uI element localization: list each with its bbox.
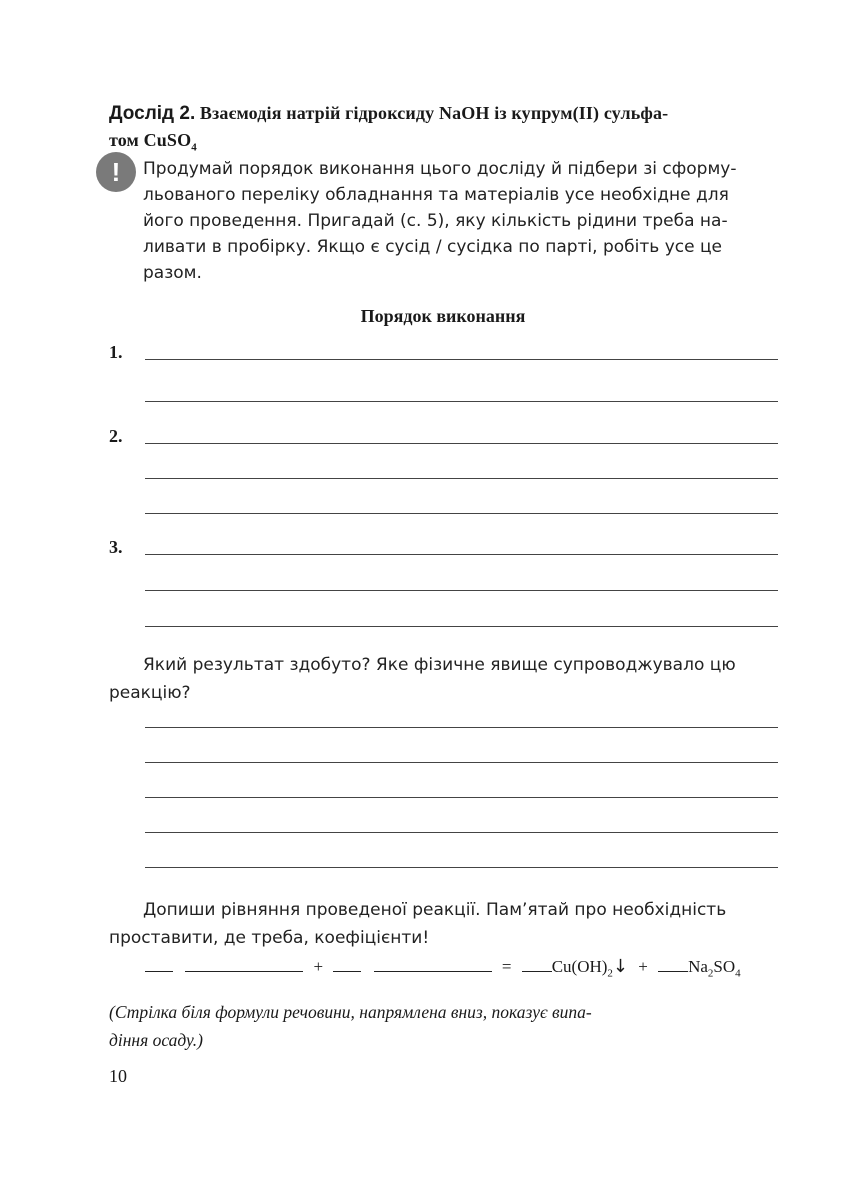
- answer-line[interactable]: [145, 401, 778, 402]
- equation-instruction-cont: проставити, де треба, коефіцієнти!: [109, 928, 430, 948]
- reactant-blank[interactable]: [374, 957, 492, 972]
- coefficient-blank[interactable]: [145, 957, 173, 972]
- intro-line: разом.: [143, 263, 202, 283]
- answer-line[interactable]: [145, 513, 778, 514]
- formula-subscript: 2: [707, 967, 714, 980]
- answer-line[interactable]: [145, 478, 778, 479]
- formula-subscript: 4: [191, 141, 197, 154]
- experiment-heading: [109, 100, 781, 162]
- answer-line[interactable]: [145, 797, 778, 798]
- note-line: діння осаду.): [109, 1030, 203, 1050]
- intro-line: Продумай порядок виконання цього досліду й підбери зі сформу-: [143, 159, 737, 179]
- answer-line[interactable]: [145, 626, 778, 627]
- note-line: (Стрілка біля формули речовини, напрямлена вниз, показує випа-: [109, 1002, 592, 1022]
- intro-paragraph: [143, 156, 778, 286]
- plus-sign: +: [638, 957, 648, 976]
- down-arrow-icon: ↓: [612, 956, 628, 977]
- procedure-title: Порядок виконання: [360, 306, 526, 326]
- page-number: 10: [109, 1066, 127, 1086]
- coefficient-blank[interactable]: [522, 957, 552, 972]
- equation-instruction: Допиши рівняння проведеної реакції. Пам’ятай про необхідність: [143, 900, 727, 920]
- experiment-title: Взаємодія натрій гідроксиду NaOH із купрум(II) сульфа-: [195, 103, 669, 123]
- answer-line[interactable]: [145, 727, 778, 728]
- reactant-blank[interactable]: [185, 957, 303, 972]
- answer-line[interactable]: [145, 832, 778, 833]
- answer-line[interactable]: [145, 867, 778, 868]
- experiment-title-cont: том CuSO: [109, 130, 192, 150]
- equals-sign: =: [501, 957, 512, 976]
- heading-line-1: [109, 100, 781, 127]
- precipitate-note: [109, 998, 779, 1054]
- answer-line[interactable]: [145, 359, 778, 360]
- step-number-1: 1.: [109, 342, 123, 362]
- answer-line[interactable]: [145, 590, 778, 591]
- plus-sign: +: [313, 957, 324, 976]
- coefficient-blank[interactable]: [658, 957, 688, 972]
- reaction-equation: [145, 956, 741, 979]
- step-number-2: 2.: [109, 426, 123, 446]
- result-question: Який результат здобуто? Яке фізичне явище супроводжувало цю: [143, 655, 736, 675]
- result-question-cont: реакцію?: [109, 683, 191, 703]
- formula-subscript: 2: [607, 967, 613, 980]
- answer-line[interactable]: [145, 762, 778, 763]
- answer-line[interactable]: [145, 443, 778, 444]
- intro-line: його проведення. Пригадай (с. 5), яку кількість рідини треба на-: [143, 211, 728, 231]
- product-sodium-sulfate-cont: SO: [713, 957, 736, 976]
- formula-subscript: 4: [735, 967, 741, 980]
- intro-line: льованого переліку обладнання та матеріалів усе необхідне для: [143, 185, 729, 205]
- product-sodium-sulfate: Na: [688, 957, 708, 976]
- answer-line[interactable]: [145, 554, 778, 555]
- product-copper-hydroxide: Cu(OH): [551, 957, 608, 976]
- coefficient-blank[interactable]: [333, 957, 361, 972]
- experiment-number: Дослід 2.: [109, 103, 196, 124]
- exclamation-icon: !: [96, 152, 136, 192]
- step-number-3: 3.: [109, 537, 123, 557]
- intro-line: ливати в пробірку. Якщо є сусід / сусідка по парті, робіть усе це: [143, 237, 722, 257]
